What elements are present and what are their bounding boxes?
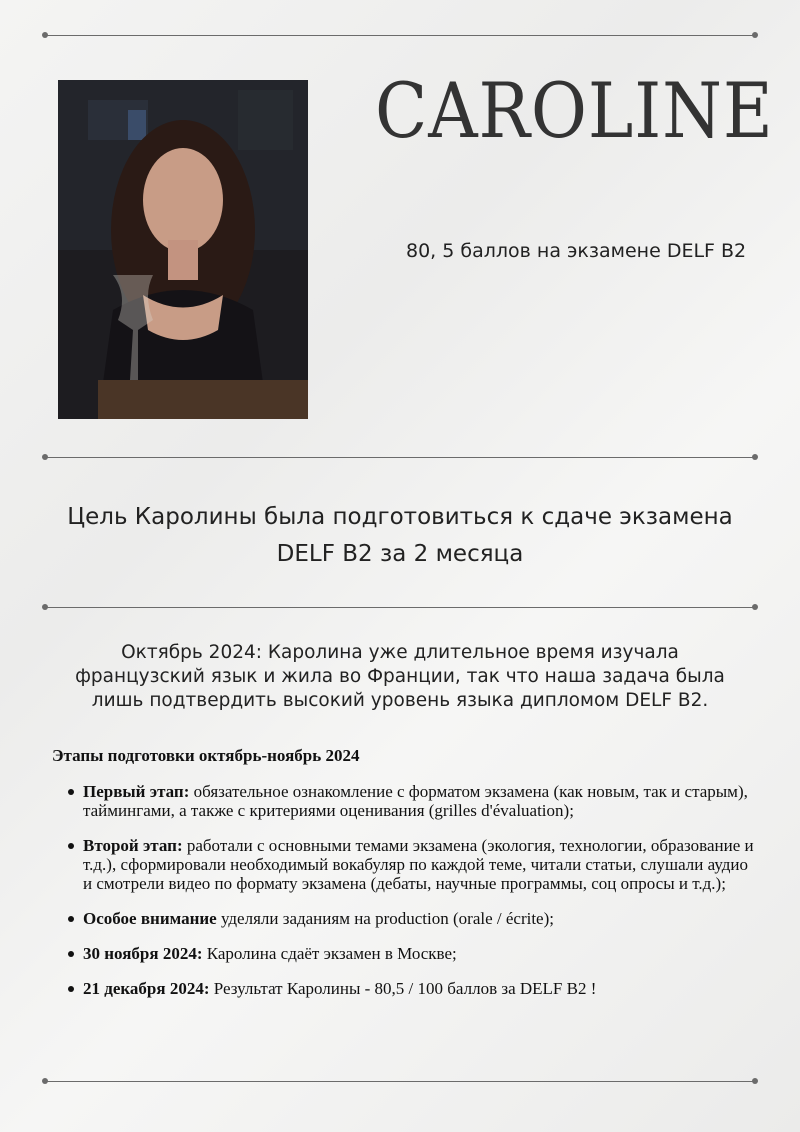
stages-list [66,782,756,1014]
item-lead: Второй этап: [83,836,183,855]
item-text: обязательное ознакомление с форматом экзамена (как новым, так и старым), таймингами, а также с критериями оценивания (grilles d'évaluation); [83,782,748,820]
stages-title: Этапы подготовки октябрь-ноябрь 2024 [52,746,360,765]
goal-line: DELF B2 за 2 месяца [276,541,524,567]
list-item [66,909,756,928]
divider [45,457,755,458]
exam-score: 80, 5 баллов на экзамене DELF B2 [406,240,747,262]
item-text: работали с основными темами экзамена (экология, технологии, образование и т.д.), сформировали необходимый вокабуляр по каждой теме, читали статьи, слушали аудио и смотрели видео по формату экзамена (дебаты, научные программы, соц опросы и т.д.); [83,836,754,893]
item-lead: Особое внимание [83,909,217,928]
october-statement [40,641,760,713]
goal-line: Цель Каролины была подготовиться к сдаче экзамена [67,504,733,530]
item-lead: 30 ноября 2024: [83,944,203,963]
bottom-divider [45,1081,755,1082]
portrait-photo-icon [58,80,308,419]
list-item [66,979,756,998]
student-photo [58,80,308,419]
item-lead: 21 декабря 2024: [83,979,210,998]
item-text: Каролина сдаёт экзамен в Москве; [202,944,457,963]
item-lead: Первый этап: [83,782,190,801]
student-name: CAROLINE [375,66,774,155]
october-line: лишь подтвердить высокий уровень языка дипломом DELF B2. [91,690,709,711]
item-text: Результат Каролины - 80,5 / 100 баллов за DELF B2 ! [209,979,597,998]
list-item [66,836,756,893]
item-text: уделяли заданиям на production (orale / écrite); [216,909,554,928]
list-item [66,944,756,963]
october-line: Октябрь 2024: Каролина уже длительное время изучала [121,642,679,663]
list-item [66,782,756,820]
goal-statement [50,499,750,573]
divider [45,607,755,608]
october-line: французский язык и жила во Франции, так что наша задача была [75,666,725,687]
top-divider [45,35,755,36]
